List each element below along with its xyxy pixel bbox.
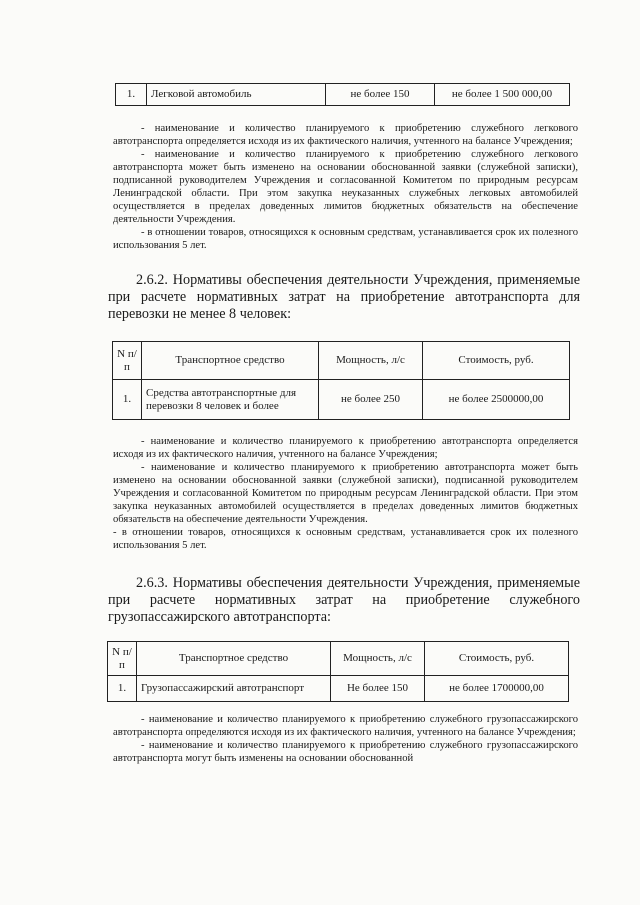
- vehicle-name: Грузопассажирский автотранспорт: [137, 676, 331, 702]
- vehicle-cost: не более 2500000,00: [423, 380, 570, 420]
- header-number: N п/п: [113, 342, 142, 380]
- vehicle-cost: не более 1 500 000,00: [435, 84, 570, 106]
- header-power: Мощность, л/с: [331, 642, 425, 676]
- notes-cargo-passenger-vehicles: [113, 713, 578, 765]
- row-number: 1.: [116, 84, 147, 106]
- note-paragraph: - наименование и количество планируемого к приобретению автотранспорта может быть изменено на основании обоснованной заявки (служебной записки), подписанной руководителем Учреждения и согласованной Комитетом по природным ресурсам Ленинградской области. При этом закупка неуказанных автомобилей осуществляется в пределах доведенных лимитов бюджетных обязательств на обеспечение деятельности Учреждения.: [113, 462, 578, 525]
- table-row: [116, 84, 570, 106]
- table-row: [108, 676, 569, 702]
- vehicle-power: не более 150: [326, 84, 435, 106]
- notes-light-vehicles: [113, 122, 578, 252]
- note-paragraph: - в отношении товаров, относящихся к основным средствам, устанавливается срок их полезного использования 5 лет.: [113, 527, 578, 551]
- header-number: N п/п: [108, 642, 137, 676]
- vehicle-name: Легковой автомобиль: [147, 84, 326, 106]
- header-vehicle: Транспортное средство: [142, 342, 319, 380]
- table-header-row: [113, 342, 570, 380]
- header-cost: Стоимость, руб.: [423, 342, 570, 380]
- vehicle-power: Не более 150: [331, 676, 425, 702]
- note-paragraph: - в отношении товаров, относящихся к основным средствам, устанавливается срок их полезного использования 5 лет.: [113, 227, 578, 251]
- note-paragraph: - наименование и количество планируемого к приобретению служебного легкового автотранспорта определяется исходя из их фактического наличия, учтенного на балансе Учреждения;: [113, 123, 578, 147]
- table-row: [113, 380, 570, 420]
- header-cost: Стоимость, руб.: [425, 642, 569, 676]
- vehicle-name: Средства автотранспортные для перевозки 8 человек и более: [142, 380, 319, 420]
- table-light-vehicles: [115, 83, 570, 106]
- row-number: 1.: [108, 676, 137, 702]
- note-paragraph: - наименование и количество планируемого к приобретению служебного легкового автотранспорта может быть изменено на основании обоснованной заявки (служебной записки), подписанной руководителем Учреждения и согласованной Комитетом по природным ресурсам Ленинградской области. При этом закупка неуказанных служебных легковых автомобилей осуществляется в пределах доведенных лимитов бюджетных обязательств на обеспечение деятельности Учреждения.: [113, 149, 578, 225]
- note-paragraph: - наименование и количество планируемого к приобретению автотранспорта определяется исходя из их фактического наличия, учтенного на балансе Учреждения;: [113, 436, 578, 460]
- section-heading-2-6-3: 2.6.3. Нормативы обеспечения деятельности Учреждения, применяемые при расчете нормативных затрат на приобретение служебного грузопассажирского автотранспорта:: [108, 575, 580, 625]
- vehicle-power: не более 250: [319, 380, 423, 420]
- row-number: 1.: [113, 380, 142, 420]
- table-cargo-passenger-vehicles: [107, 641, 569, 702]
- notes-passenger-vehicles: [113, 435, 578, 552]
- header-power: Мощность, л/с: [319, 342, 423, 380]
- table-header-row: [108, 642, 569, 676]
- table-passenger-vehicles: [112, 341, 570, 420]
- note-paragraph: - наименование и количество планируемого к приобретению служебного грузопассажирского автотранспорта определяются исходя из их фактического наличия, учтенного на балансе Учреждения;: [113, 714, 578, 738]
- header-vehicle: Транспортное средство: [137, 642, 331, 676]
- section-heading-2-6-2: 2.6.2. Нормативы обеспечения деятельности Учреждения, применяемые при расчете нормативных затрат на приобретение автотранспорта для перевозки не менее 8 человек:: [108, 272, 580, 322]
- note-paragraph: - наименование и количество планируемого к приобретению служебного грузопассажирского автотранспорта могут быть изменены на основании обоснованной: [113, 740, 578, 764]
- vehicle-cost: не более 1700000,00: [425, 676, 569, 702]
